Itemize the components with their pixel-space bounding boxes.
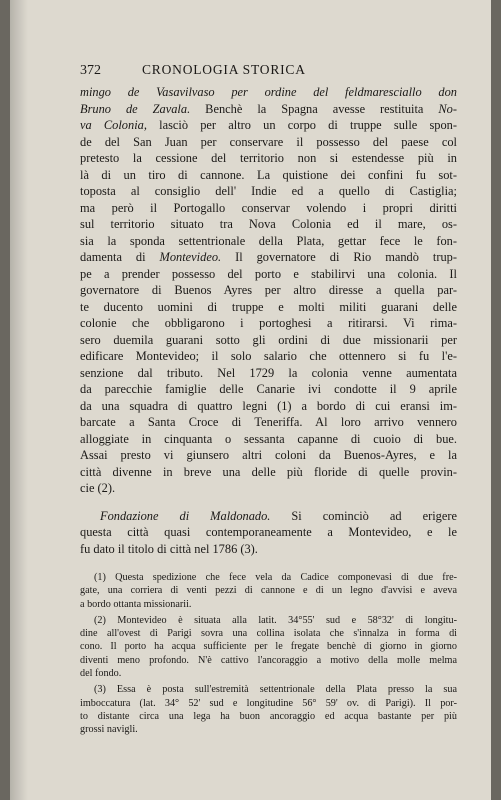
text-line: [80, 167, 457, 184]
text-line: [80, 480, 457, 497]
page-number: 372: [80, 63, 101, 78]
running-head: [80, 62, 457, 80]
text-line: [80, 332, 457, 349]
text-line: [80, 282, 457, 299]
running-title: CRONOLOGIA STORICA: [142, 62, 306, 77]
text-run: Il governatore di Rio mandò trup-: [221, 250, 457, 264]
text-line: [80, 414, 457, 431]
text-run: edificare Montevideo; il solo salario che ottennero si fu l'e-: [80, 349, 457, 363]
footnote-line: (1) Questa spedizione che fece vela da Cadice componevasi di due fre-: [94, 572, 457, 583]
book-page: [10, 0, 491, 800]
text-run: cie (2).: [80, 481, 116, 495]
text-run: te ducento uomini di truppe e molti militi guarani delle: [80, 299, 457, 314]
footnote-2: [80, 614, 457, 680]
text-line: [80, 315, 457, 332]
paragraph-main: [80, 84, 457, 497]
text-run: Si cominciò ad erigere: [270, 508, 457, 523]
text-line: [80, 117, 457, 134]
text-line: [80, 508, 457, 525]
text-run: senzione dal tributo. Nel 1729 la colonia venne aumentata: [80, 365, 457, 380]
paragraph-maldonado: [80, 508, 457, 558]
text-run: alloggiate in cinquanta o sessanta capanne di cuoio di bue.: [80, 431, 457, 446]
text-line: [80, 541, 457, 558]
footnote-line: (2) Montevideo è situata alla latit. 34°55' sud e 58°32' di longitu-: [94, 614, 457, 626]
text-line: [80, 266, 457, 283]
text-run: de del San Juan per conservare il possesso del paese col: [80, 134, 457, 149]
footnote-line: del fondo.: [80, 668, 122, 680]
footnote-line: diventi meno profondo. N'è cattivo l'ancoraggio a motivo della molle melma: [80, 654, 457, 666]
text-run: sia la sponda settentrionale della Plata, gettar fece le fon-: [80, 233, 457, 248]
footnotes: [80, 571, 457, 737]
footnote-line: grossi navigli.: [80, 724, 138, 736]
text-run: sul territorio situato tra Nova Colonia ed il mare, os-: [80, 217, 457, 231]
text-line: [80, 200, 457, 217]
text-run: da una squadra di quattro legni (1) a bordo di cui eransi im-: [80, 398, 457, 413]
text-line: [80, 299, 457, 316]
footnote-3: [80, 683, 457, 736]
footnote-line: gate, una corriera di venti pezzi di cannone e di un legno d'avvisi e aveva: [80, 585, 457, 597]
text-run: sero duemila guarani sotto gli ordini di due missionarii per: [80, 332, 457, 347]
text-run: città divenne in breve una delle più floride di quelle provin-: [80, 464, 457, 479]
italic-text: va Colonia,: [80, 118, 147, 132]
text-run: pe a prender possesso del porto e stabilirvi una colonia. Il: [80, 266, 457, 281]
footnote-line: imboccatura (lat. 34° 52' sud e longitudine 56° 59' ov. di Parigi). Il por-: [80, 697, 457, 709]
italic-text: No-: [438, 101, 457, 116]
text-line: [80, 84, 457, 101]
text-line: [80, 365, 457, 382]
text-run: questa città quasi contemporaneamente a Montevideo, e le: [80, 525, 457, 539]
text-run: fu dato il titolo di città nel 1786 (3).: [80, 541, 258, 556]
footnote-line: (3) Essa è posta sull'estremità settentrionale della Plata presso la sua: [94, 684, 457, 696]
footnote-line: to distante circa una lega ha buon ancoraggio ed acqua bastante per più: [80, 710, 457, 722]
text-run: toposta al consiglio dell' Indie ed a quello di Castiglia;: [80, 184, 457, 198]
text-run: damenta di: [80, 250, 160, 264]
italic-text: Bruno de Zavala.: [80, 101, 191, 116]
text-run: Assai presto vi giunsero altri coloni da Buenos-Ayres, e la: [80, 448, 457, 462]
text-line: [80, 150, 457, 167]
footnote-line: dine all'ovest di Parigi sovra una collina isolata che s'innalza in forma di: [80, 628, 457, 640]
text-run: governatore di Buenos Ayres per altro diresse a quella par-: [80, 283, 457, 297]
text-run: da parecchie famiglie delle Canarie ivi condotte il 9 aprile: [80, 382, 457, 396]
italic-text: mingo de Vasavilvaso per ordine del feldmaresciallo don: [80, 85, 457, 99]
text-line: [80, 233, 457, 250]
italic-text: Montevideo.: [159, 250, 222, 264]
text-line: [80, 447, 457, 464]
italic-text: Fondazione di Maldonado.: [100, 508, 271, 523]
text-line: [80, 134, 457, 151]
text-line: [80, 216, 457, 233]
footnote-line: a bordo ottanta missionarii.: [80, 598, 192, 610]
text-run: Benchè la Spagna avesse restituita: [190, 101, 439, 116]
footnote-1: [80, 571, 457, 611]
text-line: [80, 524, 457, 541]
text-line: [80, 249, 457, 266]
text-line: [80, 398, 457, 415]
text-line: [80, 101, 457, 118]
text-line: [80, 381, 457, 398]
text-line: [80, 348, 457, 365]
text-run: colonie che obbligarono i portoghesi a ritirarsi. Vi rima-: [80, 316, 457, 330]
text-run: pretesto la cessione del territorio non si estendesse più in: [80, 151, 457, 165]
footnote-line: cono. Il porto ha acqua sufficiente per le fregate benchè di giorno in giorno: [80, 641, 457, 653]
text-line: [80, 183, 457, 200]
text-run: là di un tiro di cannone. La quistione dei confini fu sot-: [80, 167, 457, 182]
text-line: [80, 464, 457, 481]
text-run: barcate a Santa Croce di Teneriffa. Al loro arrivo vennero: [80, 415, 457, 429]
text-run: lasciò per altro un corpo di truppe sulle spon-: [146, 118, 458, 132]
text-run: ma però il Portogallo conservar volendo i propri diritti: [80, 200, 457, 215]
text-line: [80, 431, 457, 448]
